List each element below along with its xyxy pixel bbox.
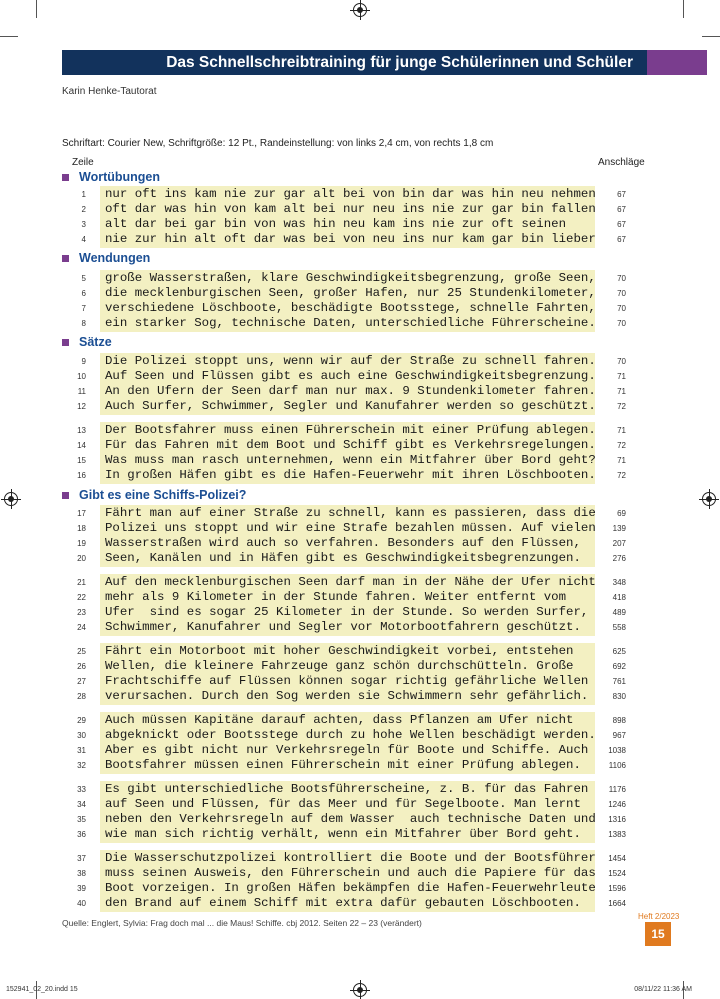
page-number: 15 xyxy=(645,922,671,946)
line-text: In großen Häfen gibt es die Hafen-Feuerwehr mit ihren Löschbooten. xyxy=(105,468,596,482)
line-number: 3 xyxy=(81,220,86,229)
line-number: 21 xyxy=(77,578,86,587)
line-text: Schwimmer, Kanufahrer und Segler vor Motorbootfahrern geschützt. xyxy=(105,620,581,634)
stroke-count: 625 xyxy=(612,647,626,656)
stroke-count: 72 xyxy=(617,402,626,411)
source-citation: Quelle: Englert, Sylvia: Frag doch mal ... die Maus! Schiffe. cbj 2012. Seiten 22 – 23 (verändert) xyxy=(62,918,422,928)
line-text: Die Wasserschutzpolizei kontrolliert die Boote und der Bootsführer xyxy=(105,851,596,865)
text-line xyxy=(77,384,720,399)
text-line xyxy=(77,468,720,483)
line-text: Die Polizei stoppt uns, wenn wir auf der Straße zu schnell fahren. xyxy=(105,354,596,368)
bullet-square-icon xyxy=(62,492,69,499)
crop-mark xyxy=(36,0,37,18)
stroke-count: 898 xyxy=(612,716,626,725)
line-text: Boot vorzeigen. In großen Häfen bekämpfen die Hafen-Feuerwehrleute xyxy=(105,881,596,895)
line-text: An den Ufern der Seen darf man nur max. 9 Stundenkilometer fahren. xyxy=(105,384,596,398)
line-number: 26 xyxy=(77,662,86,671)
line-number: 18 xyxy=(77,524,86,533)
line-number: 11 xyxy=(77,387,86,396)
stroke-count: 207 xyxy=(612,539,626,548)
stroke-count: 1106 xyxy=(608,761,626,770)
text-line xyxy=(77,620,720,635)
exercise-block xyxy=(81,186,626,248)
text-line xyxy=(77,423,720,438)
text-line xyxy=(77,881,720,896)
line-number: 7 xyxy=(81,304,86,313)
line-number: 4 xyxy=(81,235,86,244)
stroke-count: 830 xyxy=(612,692,626,701)
text-line xyxy=(77,797,720,812)
line-number: 31 xyxy=(77,746,86,755)
stroke-count: 761 xyxy=(612,677,626,686)
line-number: 15 xyxy=(77,456,86,465)
stroke-count: 1383 xyxy=(608,830,626,839)
text-line xyxy=(77,689,720,704)
line-number: 37 xyxy=(77,854,86,863)
line-text: muss seinen Ausweis, den Führerschein und auch die Papiere für das xyxy=(105,866,596,880)
line-number: 1 xyxy=(81,190,86,199)
text-line xyxy=(81,286,720,301)
line-number: 5 xyxy=(81,274,86,283)
line-text: Wellen, die kleinere Fahrzeuge ganz schön durchschütteln. Große xyxy=(105,659,574,673)
column-label-strokes: Anschläge xyxy=(598,157,645,168)
stroke-count: 70 xyxy=(617,304,626,313)
text-line xyxy=(77,659,720,674)
line-text: verschiedene Löschboote, beschädigte Bootsstege, schnelle Fahrten, xyxy=(105,301,596,315)
text-line xyxy=(77,674,720,689)
column-label-line: Zeile xyxy=(72,157,94,168)
text-line xyxy=(77,521,720,536)
text-line xyxy=(77,438,720,453)
stroke-count: 70 xyxy=(617,274,626,283)
line-number: 36 xyxy=(77,830,86,839)
line-text: große Wasserstraßen, klare Geschwindigkeitsbegrenzung, große Seen, xyxy=(105,271,596,285)
print-slug-file: 152941_02_20.indd 15 xyxy=(6,986,78,993)
stroke-count: 1316 xyxy=(608,815,626,824)
line-text: abgeknickt oder Bootsstege durch zu hohe Wellen beschädigt werden. xyxy=(105,728,596,742)
exercise-block xyxy=(77,353,626,415)
section-heading-wendungen: Wendungen xyxy=(62,251,150,265)
stroke-count: 1246 xyxy=(608,800,626,809)
line-text: Seen, Kanälen und in Häfen gibt es Geschwindigkeitsbegrenzungen. xyxy=(105,551,581,565)
line-text: Ufer sind es sogar 25 Kilometer in der Stunde. So werden Surfer, xyxy=(105,605,589,619)
stroke-count: 69 xyxy=(617,509,626,518)
line-number: 12 xyxy=(77,402,86,411)
exercise-block xyxy=(77,850,626,912)
text-line xyxy=(77,866,720,881)
print-slug-date: 08/11/22 11:36 AM xyxy=(634,986,692,993)
line-text: Wasserstraßen wird auch so verfahren. Besonders auf den Flüssen, xyxy=(105,536,581,550)
stroke-count: 67 xyxy=(617,190,626,199)
line-number: 28 xyxy=(77,692,86,701)
text-line xyxy=(77,590,720,605)
crop-mark xyxy=(683,0,684,18)
line-number: 25 xyxy=(77,647,86,656)
section-heading-saetze: Sätze xyxy=(62,335,112,349)
stroke-count: 1596 xyxy=(608,884,626,893)
text-line xyxy=(77,506,720,521)
exercise-block xyxy=(77,712,626,774)
stroke-count: 70 xyxy=(617,357,626,366)
crop-mark xyxy=(0,36,18,37)
text-line xyxy=(81,271,720,286)
line-number: 39 xyxy=(77,884,86,893)
author: Karin Henke-Tautorat xyxy=(62,86,157,97)
bullet-square-icon xyxy=(62,339,69,346)
line-number: 30 xyxy=(77,731,86,740)
line-text: Für das Fahren mit dem Boot und Schiff gibt es Verkehrsregelungen. xyxy=(105,438,596,452)
stroke-count: 1038 xyxy=(608,746,626,755)
stroke-count: 348 xyxy=(612,578,626,587)
stroke-count: 967 xyxy=(612,731,626,740)
stroke-count: 276 xyxy=(612,554,626,563)
text-line xyxy=(77,851,720,866)
line-text: nie zur hin alt oft dar was bei von neu ins nur kam gar bin lieber xyxy=(105,232,596,246)
line-number: 6 xyxy=(81,289,86,298)
text-line xyxy=(77,728,720,743)
line-number: 22 xyxy=(77,593,86,602)
line-text: auf Seen und Flüssen, für das Meer und für Segelboote. Man lernt xyxy=(105,797,581,811)
line-number: 23 xyxy=(77,608,86,617)
text-line xyxy=(77,827,720,842)
stroke-count: 72 xyxy=(617,441,626,450)
text-line xyxy=(77,399,720,414)
line-number: 27 xyxy=(77,677,86,686)
line-text: oft dar was hin von kam alt bei nur neu ins nie zur gar bin fallen xyxy=(105,202,596,216)
text-line xyxy=(77,743,720,758)
line-number: 13 xyxy=(77,426,86,435)
line-text: Auch Surfer, Schwimmer, Segler und Kanufahrer werden so geschützt. xyxy=(105,399,596,413)
text-line xyxy=(81,316,720,331)
line-text: Fährt ein Motorboot mit hoher Geschwindigkeit vorbei, entstehen xyxy=(105,644,574,658)
text-line xyxy=(77,644,720,659)
line-text: Auf Seen und Flüssen gibt es auch eine Geschwindigkeitsbegrenzung. xyxy=(105,369,596,383)
line-number: 24 xyxy=(77,623,86,632)
line-number: 8 xyxy=(81,319,86,328)
line-number: 9 xyxy=(81,357,86,366)
line-text: die mecklenburgischen Seen, großer Hafen, nur 25 Stundenkilometer, xyxy=(105,286,596,300)
text-line xyxy=(77,575,720,590)
section-heading-wortuebungen: Wortübungen xyxy=(62,170,160,184)
line-text: Was muss man rasch unternehmen, wenn ein Mitfahrer über Bord geht? xyxy=(105,453,596,467)
line-text: neben den Verkehrsregeln auf dem Wasser auch technische Daten und xyxy=(105,812,596,826)
text-line xyxy=(77,758,720,773)
exercise-block xyxy=(77,422,626,484)
stroke-count: 71 xyxy=(617,426,626,435)
text-line xyxy=(81,217,720,232)
exercise-block xyxy=(77,643,626,705)
text-line xyxy=(77,536,720,551)
bullet-square-icon xyxy=(62,255,69,262)
line-number: 32 xyxy=(77,761,86,770)
text-line xyxy=(77,812,720,827)
line-text: Bootsfahrer müssen einen Führerschein mit einer Prüfung ablegen. xyxy=(105,758,581,772)
line-number: 34 xyxy=(77,800,86,809)
page-title: Das Schnellschreibtraining für junge Schülerinnen und Schüler xyxy=(166,54,633,71)
text-line xyxy=(77,605,720,620)
line-number: 17 xyxy=(77,509,86,518)
bullet-square-icon xyxy=(62,174,69,181)
text-line xyxy=(81,354,720,369)
text-line xyxy=(77,551,720,566)
line-number: 33 xyxy=(77,785,86,794)
stroke-count: 489 xyxy=(612,608,626,617)
text-line xyxy=(77,453,720,468)
exercise-block xyxy=(77,781,626,843)
stroke-count: 1664 xyxy=(608,899,626,908)
line-number: 29 xyxy=(77,716,86,725)
text-line xyxy=(81,301,720,316)
section-heading-schiffspolizei: Gibt es eine Schiffs-Polizei? xyxy=(62,488,246,502)
stroke-count: 1454 xyxy=(608,854,626,863)
text-line xyxy=(81,202,720,217)
line-number: 16 xyxy=(77,471,86,480)
header-bar xyxy=(62,50,647,75)
header-accent xyxy=(647,50,707,75)
font-info: Schriftart: Courier New, Schriftgröße: 12 Pt., Randeinstellung: von links 2,4 cm, von rechts 1,8 cm xyxy=(62,138,494,149)
text-line xyxy=(77,369,720,384)
stroke-count: 418 xyxy=(612,593,626,602)
line-number: 35 xyxy=(77,815,86,824)
text-line xyxy=(81,187,720,202)
text-line xyxy=(77,782,720,797)
stroke-count: 692 xyxy=(612,662,626,671)
line-number: 20 xyxy=(77,554,86,563)
text-line xyxy=(77,713,720,728)
registration-mark-right xyxy=(702,492,716,506)
registration-mark-bottom xyxy=(353,983,367,997)
issue-label: Heft 2/2023 xyxy=(638,912,680,921)
stroke-count: 71 xyxy=(617,372,626,381)
line-text: nur oft ins kam nie zur gar alt bei von bin dar was hin neu nehmen xyxy=(105,187,596,201)
line-text: Fährt man auf einer Straße zu schnell, kann es passieren, dass die xyxy=(105,506,596,520)
crop-mark xyxy=(702,36,720,37)
exercise-block xyxy=(77,574,626,636)
line-text: Es gibt unterschiedliche Bootsführerscheine, z. B. für das Fahren xyxy=(105,782,589,796)
line-text: Polizei uns stoppt und wir eine Strafe bezahlen müssen. Auf vielen xyxy=(105,521,596,535)
stroke-count: 1176 xyxy=(608,785,626,794)
stroke-count: 558 xyxy=(612,623,626,632)
text-line xyxy=(77,896,720,911)
line-text: wie man sich richtig verhält, wenn ein Mitfahrer über Bord geht. xyxy=(105,827,581,841)
stroke-count: 67 xyxy=(617,220,626,229)
stroke-count: 139 xyxy=(612,524,626,533)
line-number: 14 xyxy=(77,441,86,450)
line-number: 2 xyxy=(81,205,86,214)
text-line xyxy=(81,232,720,247)
line-text: den Brand auf einem Schiff mit extra dafür gebauten Löschbooten. xyxy=(105,896,581,910)
line-text: mehr als 9 Kilometer in der Stunde fahren. Weiter entfernt vom xyxy=(105,590,567,604)
line-text: Aber es gibt nicht nur Verkehrsregeln für Boote und Schiffe. Auch xyxy=(105,743,589,757)
exercise-block xyxy=(81,270,626,332)
stroke-count: 1524 xyxy=(608,869,626,878)
line-text: Auch müssen Kapitäne darauf achten, dass Pflanzen am Ufer nicht xyxy=(105,713,574,727)
stroke-count: 71 xyxy=(617,456,626,465)
line-text: Der Bootsfahrer muss einen Führerschein mit einer Prüfung ablegen. xyxy=(105,423,596,437)
line-number: 40 xyxy=(77,899,86,908)
line-text: verursachen. Durch den Sog werden sie Schwimmern sehr gefährlich. xyxy=(105,689,589,703)
registration-mark-left xyxy=(4,492,18,506)
stroke-count: 72 xyxy=(617,471,626,480)
line-number: 38 xyxy=(77,869,86,878)
line-text: Frachtschiffe auf Flüssen können sogar richtig gefährliche Wellen xyxy=(105,674,589,688)
line-number: 19 xyxy=(77,539,86,548)
stroke-count: 71 xyxy=(617,387,626,396)
stroke-count: 70 xyxy=(617,319,626,328)
stroke-count: 67 xyxy=(617,235,626,244)
exercise-block xyxy=(77,505,626,567)
stroke-count: 67 xyxy=(617,205,626,214)
line-number: 10 xyxy=(77,372,86,381)
line-text: Auf den mecklenburgischen Seen darf man in der Nähe der Ufer nicht xyxy=(105,575,596,589)
stroke-count: 70 xyxy=(617,289,626,298)
registration-mark-top xyxy=(353,3,367,17)
line-text: alt dar bei gar bin von was hin neu kam ins nie zur oft seinen xyxy=(105,217,567,231)
line-text: ein starker Sog, technische Daten, unterschiedliche Führerscheine. xyxy=(105,316,596,330)
